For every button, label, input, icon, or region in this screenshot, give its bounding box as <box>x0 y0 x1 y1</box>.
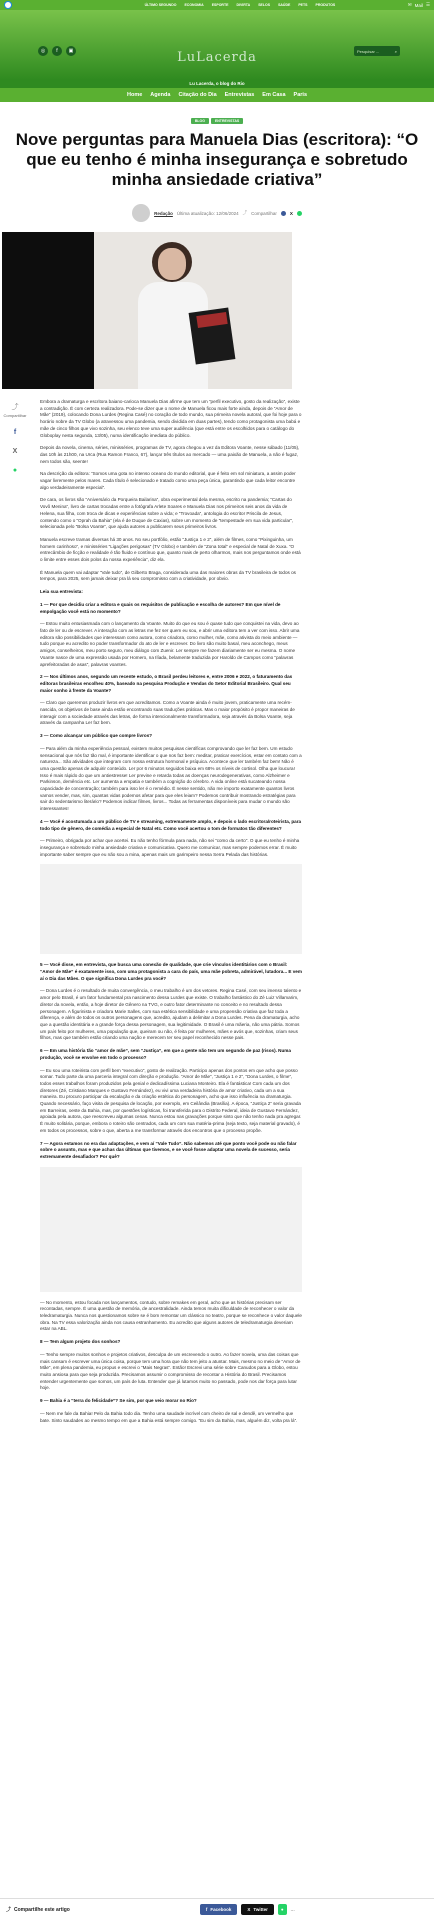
camera-icon[interactable]: ▣ <box>66 46 76 56</box>
interview-question: 9 — Bahia é a “terra do felicidade”? Se sim, por que veio morar no Rio? <box>40 1398 197 1404</box>
facebook-icon: f <box>205 1907 208 1912</box>
instagram-icon[interactable]: ◎ <box>38 46 48 56</box>
article-paragraph: Depois da novela, cinema, séries, minisséries, programas de TV, agora chegou a vez da Editora Voante, nesse sábado (11/05), das 10h às 21h00, na Urca (Rua Ramon Franco, 67), lançar três títulos ao mercado — uma paixão de Manuela, a não é fugaz, nem todos são, seente! <box>40 445 300 464</box>
share-icon: ⤴ <box>242 210 248 215</box>
main-nav-item[interactable]: Em Casa <box>262 92 286 98</box>
search-box[interactable] <box>354 46 400 56</box>
article-paragraph: — Dona Lurdes é o resultado de muita convergência, o meu trabalho é um dos vetores. Regina Casé, com seu imenso talento e amor pelo Brasil, é um fator fundamental pra nascimento dessa Lurdes que existe. O trabalho fantástico do Zé Luiz Villamarim, diretor da novela, então, a hoje diretor de Gênero na TVG, e outro fator determinante no conceito e no resultado dessa personagem. A figurinista e criadora Marie Salles, com sua estética sensibilidade e uma propensão criativa que faz toda a diferença, e além de todos os outros personagens que, acredito, ajudam a delimitar a Dona Lurdes. Pena da dramaturgia, acho que a questão identitária e a grande força dessa personagem, sua legitimidade. O Brasil é uma mãeria, não uma pátria. Somos um país feito por mulheres, uma população que, queiram ou não, é feita por mulheres, mães e avós que, sozinhas, criam seus filhos, mas que também estão criando uma nação e merecem ter seu papel reconhecido nesse pais. <box>40 988 302 1041</box>
updated-date: Última atualização: 12/06/2024 <box>176 210 239 216</box>
article-photo <box>2 232 292 389</box>
site-tagline: Lu Lacerda, o blog do Rio <box>0 80 434 88</box>
category-tag[interactable]: ENTREVISTAS <box>211 118 243 124</box>
side-share <box>4 402 26 475</box>
article-body <box>40 399 302 1430</box>
side-share-label: Compartilhar <box>3 413 27 418</box>
ad-placeholder <box>40 1167 302 1292</box>
article-paragraph: Manuela escreve tramas diversas há 30 anos. No seu portfólio, estão “Justiça 1 e 2”, além de filmes, como “Pixinguinha, um homem carinhoso”, e minisséries “Ligações perigosas” (TV Globo) e também de “Zona total” e especial de Natal de Xuxa. “O entrecâmbio de ficção e realidade é tão fluido e contínuo que, quanto mais de perto olharmos, mais nos perguntamos onde está o limite entre esses dois polos da nossa experiência”, diz ela. <box>40 536 301 563</box>
main-nav <box>0 88 434 102</box>
share-icon: ⤴ <box>6 1907 12 1913</box>
top-nav-item[interactable]: ECONOMIA <box>184 3 204 7</box>
category-tag[interactable]: BLOG <box>191 118 209 124</box>
top-bar <box>0 0 434 10</box>
x-icon[interactable]: X <box>12 448 18 455</box>
interview-question: 3 — Como alcançar um público que compre livros? <box>40 733 153 739</box>
top-nav-item[interactable]: DIVIRTA <box>236 3 251 7</box>
search-icon[interactable]: ⌕ <box>394 48 397 54</box>
interview-question: 6 — Em uma história tão “amor de mãe”, sem “Justiça”, em que a gente não tem um segundo de paz (risos). Numa produção, você se envolve em todo o processo? <box>40 1048 291 1060</box>
top-nav-item[interactable]: SELOS <box>258 3 271 7</box>
author-avatar <box>132 204 150 222</box>
bottom-share-bar <box>0 1898 434 1920</box>
article-paragraph: — Primeiro, obrigada por achar que acertei. Eu não tenho fórmula para nada, não sei “como da certo”. O que eu tenho é minha insegurança e sobretudo minha ansiedade criativa e comunicativa. Quero me comunicar, mas sempre podemos errar. É muito importante saber sempre que eu não sou a mina, apenas mais um garimpeiro nessa Serra Pelada das histórias. <box>40 838 300 857</box>
article-paragraph: Na descrição da editora: “Somos uma gota no intenso oceano do mundo editorial, que é feito em sol miniatura, a assim poder vagar livremente pelos mares. Cada título é selecionado e tratado como uma peça única, garantindo que cada leitor encontre algo verdadeiramente especial”. <box>40 471 296 490</box>
site-brand[interactable]: LuLacerda <box>177 50 257 65</box>
main-nav-item[interactable]: Paris <box>293 92 308 98</box>
top-nav-item[interactable]: PETS <box>298 3 308 7</box>
facebook-icon[interactable]: f <box>13 429 17 436</box>
ad-placeholder <box>40 864 302 954</box>
article-paragraph: — Claro que queremos produzir livros em que acreditamos. Como a Voante ainda é muito jovem, praticamente uma recém-nascida, os objetivos de base ainda estão encontrando suas traduções práticas. Mas o maior propósito é propor maneiras de interagir com a sociedade através das letras, de forma intencionalmente transformadora, seja através da Bolsa Voante, seja através da campanha Ler faz bem. <box>40 700 295 726</box>
article-paragraph: — Eu sou uma roteirista com perfil bem “executivo”, gosto de realização. Participo apenas dos pontos em que acho que posso somar. Tudo parte da uma parceria integral com direção e produção. “Amor de Mãe”, “Justiça 1 e 2”, “Dona Lurdes, o filme”, todos esses trabalhos foram produzidos pela genial e dedicadíssima Luciana Monteiro. Ela é fantástica! Com cada um dos diretores (Zé, Cristiano Marques e Gustavo Fernández), eu vivi uma verdadeira história de amor criativo, cada um a sua maneira. Eu procuro participar da escalação e da criação estética do personagem, acho que isso influência na dramaturgia. Quando necessário, faço visita de pesquisa de locação, por exemplo, em Ceilândia (Brasília). A época, “Justiça 2” seria gravada em Barreiras, oeste da Bahia, mas, por questões logísticas, foi transferida para o Distrito Federal, ideia de Gustavo Fernández, apoiada pela autora, que reescreveu algumas cenas. Nunca estou nas gravações porque sinto que não tenho nada pra agregar. É muito solitária, porque, embora o roteiro são centrados, cada um com sua matéria-prima (seja texto, seja material gravado), é em todos os processos, sobre o que, aberta a me transformar através dos encontros que o processo propõe. <box>40 1067 302 1133</box>
article-paragraph: — No momento, estou focada nos lançamentos, contudo, sobre remakes em geral, acho que as histórias precisam ser recontadas, sempre. É uma questão de memória, de ancestralidade. Ainda temos muita dificuldade de reconhecer o valor da teledramaturgia. Nunca nos questionamos sobre se é bom remontar um clássico no teatro, porque se reconhece o valor daquele obra. Na TV essa valorização ainda nos causa estranhamento. Eu acredito que alguns autores de teledramaturgia deveriam estar na ABL. <box>40 1299 302 1332</box>
interview-question: 1 — Por que decidiu criar a editora e quais os requisitos de publicação e escolha de autores? Em que nível de empolgação você está no momento? <box>40 601 281 614</box>
facebook-icon[interactable]: f <box>52 46 62 56</box>
top-nav-item[interactable]: ÚLTIMO SEGUNDO <box>144 3 177 7</box>
bottom-share-label: Compartilhe este artigo <box>14 1906 70 1913</box>
main-nav-item[interactable]: Citação do Dia <box>178 92 217 98</box>
interview-question: Leia sua entrevista: <box>40 589 83 595</box>
interview-question: 5 — Você disse, em entrevista, que busca uma conexão de qualidade, que crie vínculos identitários com o Brasil: “Amor de Mãe” é exatamente isso, com uma protagonista a cara do país, uma mãe pobreta, admirável, lutadora... E vem aí o Dia das Mães. O que significa Dona Lurdes pra você? <box>40 962 302 981</box>
site-header <box>0 10 434 80</box>
facebook-share-label: Facebook <box>210 1907 232 1912</box>
top-right <box>408 2 430 8</box>
top-nav-item[interactable]: PRODUTOS <box>315 3 336 7</box>
share-label: Compartilhar <box>251 210 277 216</box>
main-nav-item[interactable]: Agenda <box>150 92 171 98</box>
article-paragraph: — Tenho sempre muitos sonhos e projetos criativos, desculpa de um escrevendo o outro. Ao fazer novela, uma das coisas que mais cansam é escrever uma única coisa, porque tem uma hora que não tem jeito a atuntar. Mais, mesmo no meio de “Amor de Mãe”, em plena pandemia, eu propus e escrevi o “Mais Negras”. Então! Escrevi uma série sobre Canudos para a Globo, estou muito ansiosa para que seja produzida. Precisamos assumir o compromisso de recontar a História do Brasil. Precisamos entender urgentemente que somos, um país de luta. Entender que já lutamos muito no passado, pode nos dar força para lutar hoje. <box>40 1351 301 1391</box>
twitter-share-button[interactable] <box>241 1904 273 1915</box>
top-nav-item[interactable]: ESPORTE <box>211 3 229 7</box>
whatsapp-share-button[interactable] <box>278 1904 287 1915</box>
search-input[interactable]: Pesquisar ... <box>357 48 380 54</box>
menu-icon[interactable]: ☰ <box>425 2 430 7</box>
bottom-share-buttons <box>200 1904 295 1915</box>
article-paragraph: É Manuela quem vai adaptar “Vale tudo”, de Gilberto Braga, considerada uma das maiores obras da TV brasileira de todos os tempos, para 2025, sem jamais deixar pra lá seu compromisso com a criatividade, por obvio. <box>40 569 296 582</box>
mail-link[interactable]: Mail <box>414 2 423 8</box>
whatsapp-icon: ● <box>280 1907 284 1912</box>
site-logo-icon[interactable] <box>4 1 12 9</box>
main-nav-item[interactable]: Home <box>126 92 143 98</box>
whatsapp-icon[interactable]: ● <box>12 467 18 474</box>
article-title: Nove perguntas para Manuela Dias (escritora): “O que eu tenho é minha insegurança e sobretudo minha ansiedade criativa” <box>15 130 419 189</box>
article-paragraph: — Para além da minha experiência pessoal, existem muitos pesquisas científicas comprovando que ler faz bem. Um estudo sensacional que nós faz tão mal, é importante identificar o que nos faz bem: meditar, praticar exercícios, estar em contato com a natureza... São atividades que integram com nossa estrutura hormonal e psíquica. Acontece que ler também faz bem! Não é uma questão apenas de adquirir conteúdo. Ler por 6 minutos seguidos baixa em 68% os níveis de cortisol. Olha que loucura! Isso é mais rápido do que um antiestresse! Ler previne e retarda todas as doenças neurodegenerativas, como Alzheimer e Parkinson, demência etc. Ler aumenta a empatia e também a cognição do cérebro. A vida online está sucateando nossa capacidade de concentração; também para isso ler é o remédio. É nesse sentido, não me importo exatamente quantos livros vamos vender, mas, sim, quantas vidas podemos afetar para que eles leiam? Podemos contribuir mostrando estratégias para sair do sedentarismo literário? Podemos indicar filmes, livros... Todas as ferramentas disponíveis para mudar o mundo são interessantes! <box>40 745 302 812</box>
interview-question: 4 — Você é acostumada a um público de TV e streaming, extremamente amplo, e depois o lado escritora/roteirista, para todo tipo de gênero, de comédia a especial de Natal etc. Como você acertou o tom de formatos tão diferentes? <box>40 818 302 831</box>
main-nav-item[interactable]: Entrevistas <box>224 92 255 98</box>
article-tags <box>0 118 434 124</box>
x-share-icon[interactable]: X <box>289 210 293 216</box>
facebook-share-icon[interactable] <box>281 211 286 216</box>
facebook-share-button[interactable] <box>200 1904 238 1915</box>
top-nav-item[interactable]: SAÚDE <box>278 3 291 7</box>
article-paragraph: — Estou muito entusiasmada com o lançamento da Voante. Muito do que eu sou é quase tudo que conquistei na vida, devo ao fato de ler ou de escrever. A interação com as letras me fez ser quem eu sou, e abrir uma editora tem a ver com isso. Abrir uma editora são possibilidades que interessam como autora, como criadora, como mulher, mãe, como ativista do meio ambiente — tudo porque eu acredito no poder transformador do ato de ler e escrever. Do livro são muito basal, meu aconchego, meus amigos, conselheiros, meu porto seguro, meu diálogo com Zuenir. Ler sempre me fazem diariamente ser eu mesma. O nome Voante nasce de uma expressão usada por Homero, na Ilíada, belamente traduzida por Haroldo de Campos como “palavras aprefeitoradas de asas”, palavras voantes. <box>40 621 300 667</box>
interview-question: 8 — Tem algum projeto dos sonhos? <box>40 1339 121 1345</box>
whatsapp-share-icon[interactable] <box>297 211 302 216</box>
article-meta <box>0 204 434 222</box>
author-link[interactable]: Redação <box>154 210 173 216</box>
article-paragraph: — Nem me fale da Bahia! Pelo da Bahia todo dia. Tenho uma saudade incrível com cheiro de sal e dendê, um vermelho que bate. Sinto saudades ao mesmo tempo em que a Bahia está sempre comigo. “Eu sim da Bahia, mas, alguém diz, volta pra lá”. <box>40 1410 298 1423</box>
top-nav <box>145 3 336 7</box>
article-paragraph: Embora a dramaturga e escritora baiano-carioca Manuela Dias afirme que tem um “perfil executivo, gosto da realização”, existe a contradição. É com certeza realizadora. Pode-se dizer que o nome de Manuela ficou mais forte ainda, depois de “Amor de Mãe” (2019), colocando Dona Lurdes (Regina Casé) no coração de todo mundo, sua primeira novela autoral, que foi hoje para o horário nobre da TV Globo (a atravessou uma pandemia, sendo dividida em duas partes), tendo como protagonista uma babá e mãe de cinco filhos que vivo sozinha, seu elenco teve uma super audiência (que está entre os escolhidos para o catálogo do Globoplay nesta segunda, 13/05), numa identificação imediata do público. <box>40 399 302 438</box>
photo-face <box>158 248 186 280</box>
interview-question: 2 — Nos últimos anos, segundo um recente estudo, o Brasil perdeu leitores e, entre 2006 e 2022, o faturamento das editoras brasileiras encolheu 40%, baseado na pesquisa Produção e Vendas do Setor Editorial Brasileiro. Qual seu maior sonho à frente da Voante? <box>40 674 293 693</box>
bottom-share-label-wrap <box>6 1906 70 1913</box>
x-icon: X <box>247 1907 251 1912</box>
interview-question: 7 — Agora estamos no era das adaptações, e vem aí “Vale Tudo”. Não sabemos até que ponto você pode ou não falar sobre o assunto, mas e que achas das últimas que tivemos, e se você fosse adaptar uma novela de sucesso, seria extremamente desafiador? Por quê? <box>40 1140 297 1159</box>
article-paragraph: De cara, os livros são “Aniversário da Porqueira Bailarina”, obra experimental dela mesma, escrito na pandemia; “Cartas do Vovô Menina”, livro de cartas trocadas entre a fotógrafa Arlete Soares e Manuela Dias nos primeiros seis anos da vida de Helena, sua filha, com troca de dicas e experiências sobre a vida; e “Trovoada”, antologia do escritor Priscila de Jesus, contendo como o “Oprah da Bahia” (ela é de Duque de Caxias), sobre um momento de “tempestade em sua vida particular”, selecionada pelo “Bolsa Voante”, que ajuda autores a publicarem seus primeiros livros. <box>40 497 294 530</box>
more-share-button[interactable]: ... <box>290 1906 295 1913</box>
share-icon[interactable]: ⤴ <box>11 403 19 411</box>
mail-icon[interactable]: ✉ <box>407 2 412 7</box>
twitter-share-label: Twitter <box>253 1907 268 1912</box>
